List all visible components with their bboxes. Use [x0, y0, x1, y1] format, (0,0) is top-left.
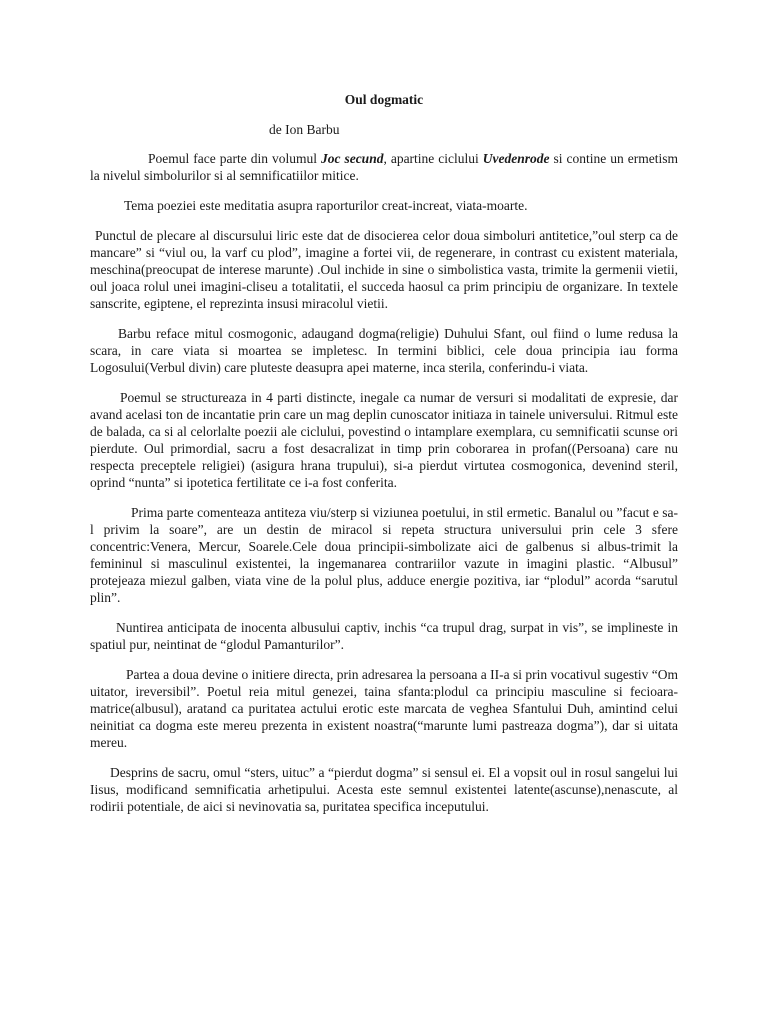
cycle-title: Uvedenrode [482, 151, 550, 166]
paragraph-1-text-a: Poemul face parte din volumul [148, 151, 321, 166]
paragraph-1 [90, 150, 678, 184]
document-title: Oul dogmatic [344, 92, 424, 107]
paragraph-1-text-c: , apartine ciclului [383, 151, 483, 166]
paragraph-6: Prima parte comenteaza antiteza viu/sterp si viziunea poetului, in stil ermetic. Banalul ou ”facut e sa-l privim la soare”, are un destin de miracol si repeta structura universului prin cele 3 sfere concentric:Venera, Mercur, Soarele.Cele doua principii-simbolizate aici de galbenus si albus-trimit la femininul si masculinul existentei, la ingemanarea contrariilor vazute in imagini plastic. “Albusul” protejeaza miezul galben, viata vine de la polul plus, adduce energie pozitiva, iar “plodul” acorda “sarutul plin”. [90, 505, 678, 605]
paragraph-4: Barbu reface mitul cosmogonic, adaugand dogma(religie) Duhului Sfant, oul fiind o lume redusa la scara, in care viata si moartea se impletesc. In termini biblici, cele doua principia iau forma Logosului(Verbul divin) care pluteste deasupra apei materne, inca sterila, conferindu-i viata. [90, 326, 678, 375]
paragraph-3: Punctul de plecare al discursului liric este dat de disocierea celor doua simboluri antitetice,”oul sterp ca de mancare” si “viul ou, la varf cu plod”, imagine a fortei vii, de regenerare, in contrast cu existent materiala, meschina(preocupat de interese marunte) .Oul inchide in sine o simbolistica vasta, trimite la germenii vietii, oul joaca rolul unei imagini-cliseu a totalitatii, el succeda haosul ca prim principiu de organizare. In textele sanscrite, egiptene, el reprezinta insusi miracolul vietii. [90, 228, 678, 311]
volume-title: Joc secund [320, 151, 384, 166]
paragraph-7: Nuntirea anticipata de inocenta albusului captiv, inchis “ca trupul drag, surpat in vis”, se implineste in spatiul pur, neintinat de “glodul Pamanturilor”. [90, 620, 678, 652]
paragraph-1-text-e: si contine un ermetism la nivelul simbolurilor si al semnificatiilor mitice. [90, 151, 678, 183]
paragraph-8: Partea a doua devine o initiere directa, prin adresarea la persoana a II-a si prin vocativul sugestiv “Om uitator, ireversibil”. Poetul reia mitul genezei, taina sfanta:plodul ca principiu masculine si fecioara-matrice(albusul), aratand ca puritatea actului erotic este marcata de veghea Sfantului Duh, amintind celui neinitiat ca dogma este mereu prezenta in existent noastra(“marunte lumi pastreaza dogma”), dar si uitata mereu. [90, 667, 678, 750]
paragraph-2: Tema poeziei este meditatia asupra raporturilor creat-increat, viata-moarte. [124, 198, 528, 213]
author-line: de Ion Barbu [269, 122, 340, 137]
paragraph-5: Poemul se structureaza in 4 parti distincte, inegale ca numar de versuri si modalitati de expresie, dar avand acelasi ton de incantatie prin care un mag deplin cunoscator initiaza in tainele universului. Ritmul este de balada, ca si al celorlalte poezii ale ciclului, povestind o intamplare exemplara, cu semnificatii scunse ori pierdute. Oul primordial, sacru a fost desacralizat in timp prin coborarea in profan((Persoana) care nu respecta preceptele religiei) (asigura hrana trupului), si-a pierdut virtutea cosmogonica, devenind steril, oprind “nunta” si ipotetica fertilitate ce i-a fost conferita. [90, 390, 678, 490]
document-body [90, 150, 678, 828]
paragraph-9: Desprins de sacru, omul “sters, uituc” a “pierdut dogma” si sensul ei. El a vopsit oul in rosul sangelui lui Iisus, modificand semnificatia arhetipului. Acesta este semnul existentei latente(ascunse),nenascute, al rodirii potentiale, de aici si nevinovatia sa, puritatea specifica inceputului. [90, 765, 678, 814]
